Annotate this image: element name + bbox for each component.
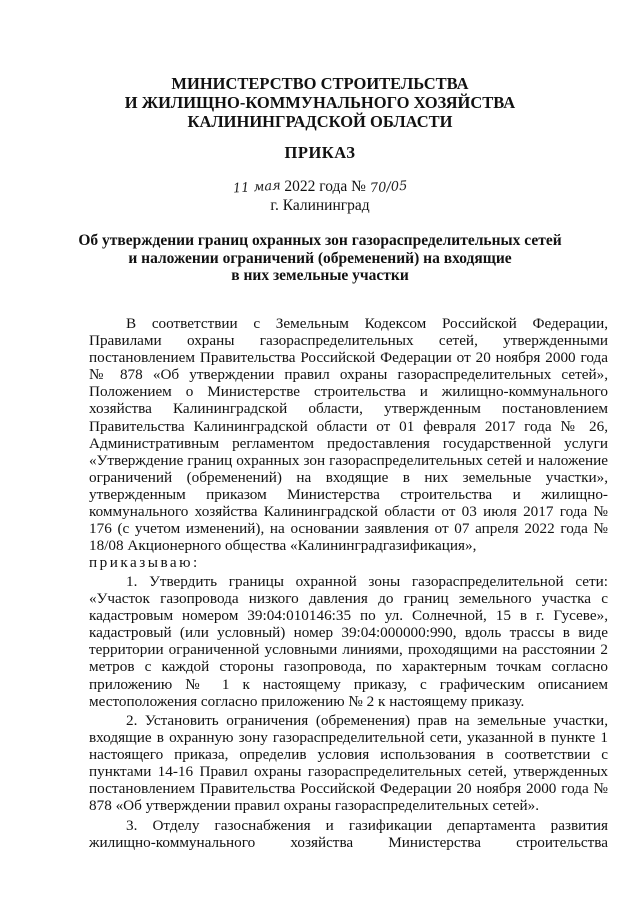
clause-3 (89, 817, 608, 851)
clause-1-text: 1. Утвердить границы охранной зоны газораспределительной сети: «Участок газопровода низкого давления до границ земельного участка с кадастровым номером 39:04:010146:35 по ул. Солнечной, 15 в г. Гусеве», кадастровый (или условный) номер 39:04:000000:990, вдоль трассы в виде территории ограниченной условными линиями, проходящими на расстоянии 2 метров с каждой стороны газопровода, по характерным точкам согласно приложению № 1 к настоящему приказу, с графическим описанием местоположения согласно приложению № 2 к настоящему приказу. (89, 573, 608, 710)
clause-2 (89, 712, 608, 815)
clause-3-text: 3. Отделу газоснабжения и газификации департамента развития жилищно-коммунального хозяйства Министерства строительства (89, 817, 608, 852)
document-subject (0, 232, 640, 285)
subject-line-1: Об утверждении границ охранных зон газораспределительных сетей (78, 232, 562, 249)
clause-2-text: 2. Установить ограничения (обременения) прав на земельные участки, входящие в охранную зону газораспределительной сети, указанной в пункте 1 настоящего приказа, определив условия использования в соответствии с пунктами 14-16 Правил охраны газораспределительных сетей, утвержденных постановлением Правительства Российской Федерации 20 ноября 2000 года № 878 «Об утверждении правил охраны газораспределительных сетей». (89, 712, 608, 815)
ministry-title-line-3: КАЛИНИНГРАДСКОЙ ОБЛАСТИ (187, 112, 453, 131)
subject-line-2: и наложении ограничений (обременений) на входящие (128, 249, 512, 267)
handwritten-date: 11 мая (232, 178, 281, 197)
clause-1 (89, 573, 608, 710)
subject-line-3: в них земельные участки (231, 267, 409, 284)
ministry-title-line-1: МИНИСТЕРСТВО СТРОИТЕЛЬСТВА (171, 74, 469, 93)
preamble-text: В соответствии с Земельным Кодексом Российской Федерации, Правилами охраны газораспределительных сетей, утвержденными постановлением Правительства Российской Федерации от 20 ноября 2000 года № 878 «Об утверждении правил охраны газораспределительных сетей», Положением о Министерстве строительства и жилищно-коммунального хозяйства Калининградской области, утвержденным постановлением Правительства Калининградской области от 01 февраля 2017 года № 26, Административным регламентом предоставления государственной услуги «Утверждение границ охранных зон газораспределительных сетей и наложение ограничений (обременений) на входящие в них земельные участки», утвержденным приказом Министерства строительства и жилищно-коммунального хозяйства Калининградской области от 03 июля 2017 года № 176 (с учетом изменений), на основании заявления от 07 апреля 2022 года № 18/08 Акционерного общества «Калининградгазификация», (89, 315, 608, 555)
preamble-paragraph (89, 315, 608, 571)
order-word: приказываю: (89, 554, 200, 572)
date-number-line (0, 178, 640, 197)
date-year: 2022 года № (284, 178, 366, 195)
handwritten-number: 70/05 (369, 178, 408, 197)
city-line: г. Калининград (270, 197, 370, 214)
ministry-title-line-2: И ЖИЛИЩНО-КОММУНАЛЬНОГО ХОЗЯЙСТВА (124, 93, 516, 112)
ministry-title (0, 74, 640, 131)
document-type: ПРИКАЗ (284, 143, 356, 162)
